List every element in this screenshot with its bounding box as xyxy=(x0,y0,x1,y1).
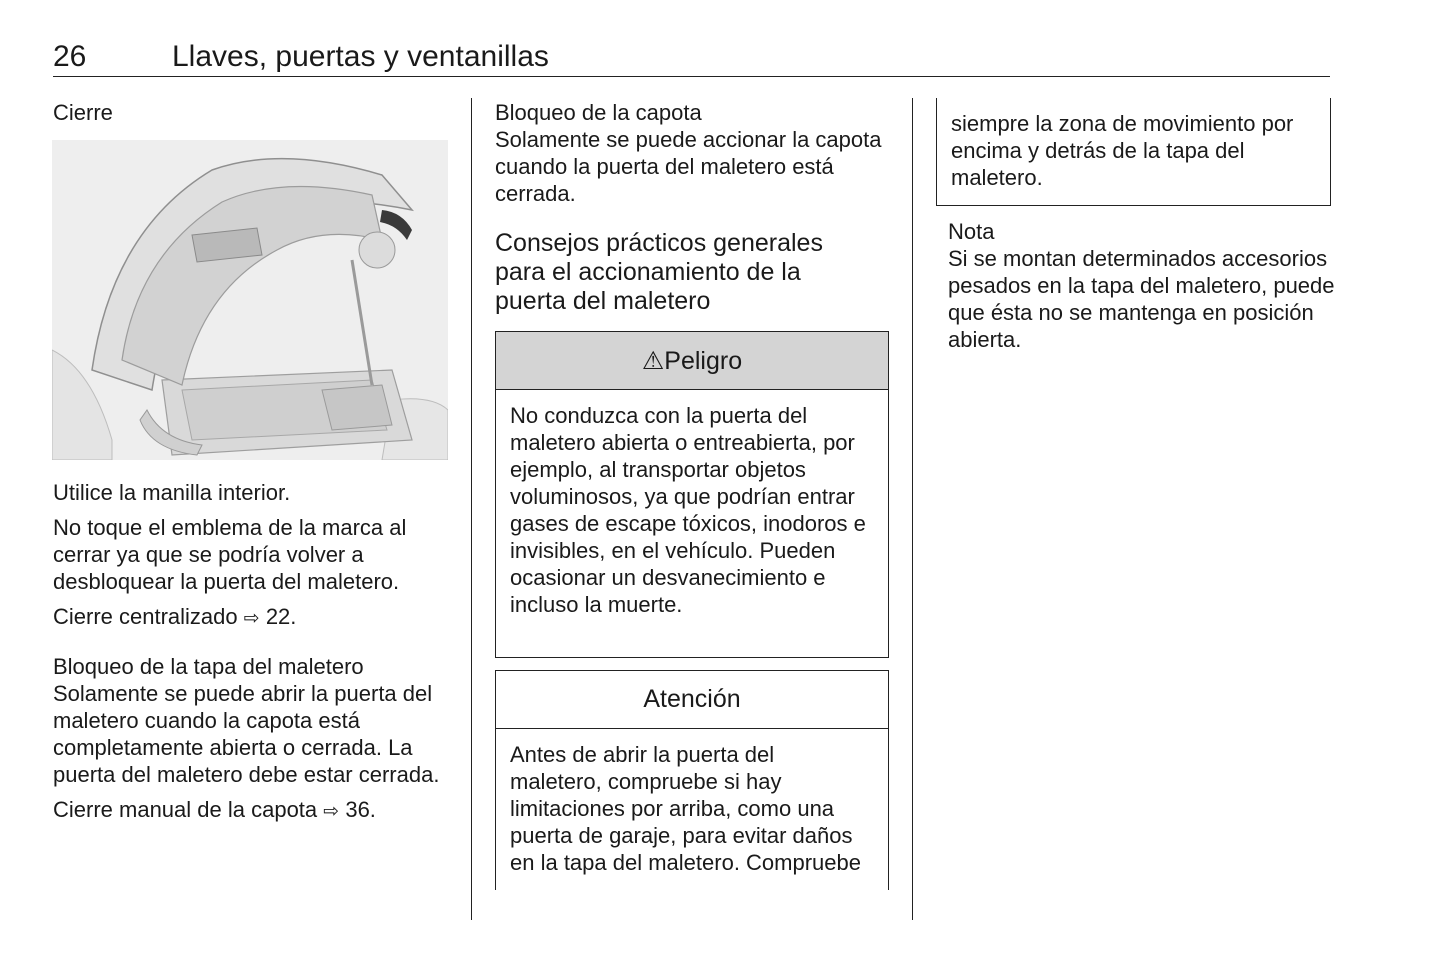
paragraph-emblem-warning: No toque el emblema de la marca al cerrar ya que se podría volver a desbloquear la puerta del maletero. xyxy=(53,515,407,594)
caution-text: Antes de abrir la puerta del maletero, compruebe si hay limitaciones por arriba, como una puerta de garaje, para evitar daños en la tapa del maletero. Compruebe xyxy=(510,742,861,875)
trunk-illustration-drawing xyxy=(52,140,448,460)
section-heading-cierre: Cierre xyxy=(53,100,113,125)
subheading-trunk-lid-lock: Bloqueo de la tapa del maletero xyxy=(53,654,364,679)
section-title-tips: Consejos prácticos generales para el accionamiento de la puerta del maletero xyxy=(495,229,823,315)
warning-triangle-icon: ⚠ xyxy=(641,346,665,375)
page-reference-number[interactable]: 22. xyxy=(265,604,297,629)
page-reference-arrow-icon: ⇨ xyxy=(243,607,260,629)
header-divider xyxy=(53,76,1330,77)
caution-box-continued xyxy=(936,98,1331,206)
caution-text-continued: siempre la zona de movimiento por encima y detrás de la tapa del maletero. xyxy=(951,111,1294,190)
trunk-illustration xyxy=(52,140,448,460)
column-divider-1 xyxy=(471,98,472,920)
caution-box xyxy=(495,670,889,890)
cross-reference-central-locking xyxy=(53,603,453,632)
paragraph-interior-handle: Utilice la manilla interior. xyxy=(53,480,291,505)
subheading-roof-lock: Bloqueo de la capota xyxy=(495,100,702,125)
page-title: Llaves, puertas y ventanillas xyxy=(172,40,549,73)
cross-reference-label: Cierre manual de la capota xyxy=(53,797,318,822)
caution-title: Atención xyxy=(496,671,888,729)
paragraph-roof-lock: Solamente se puede accionar la capota cuando la puerta del maletero está cerrada. xyxy=(495,127,882,206)
note-text: Si se montan determinados accesorios pesados en la tapa del maletero, puede que ésta no se mantenga en posición abierta. xyxy=(948,246,1335,352)
paragraph-trunk-lid-lock: Solamente se puede abrir la puerta del maletero cuando la capota está completamente abierta o cerrada. La puerta del maletero debe estar cerrada. xyxy=(53,681,440,787)
note-title: Nota xyxy=(948,219,995,244)
danger-header xyxy=(496,332,888,390)
danger-text: No conduzca con la puerta del maletero abierta o entreabierta, por ejemplo, al transportar objetos voluminosos, ya que podrían entrar gases de escape tóxicos, inodoros e invisibles, en el vehículo. Pueden ocasionar un desvanecimiento e incluso la muerte. xyxy=(510,403,866,617)
column-divider-2 xyxy=(912,98,913,920)
danger-box xyxy=(495,331,889,658)
cross-reference-manual-roof xyxy=(53,796,453,825)
page-reference-arrow-icon: ⇨ xyxy=(323,800,340,822)
page-number: 26 xyxy=(53,40,87,73)
danger-title: Peligro xyxy=(664,347,743,375)
cross-reference-label: Cierre centralizado xyxy=(53,604,238,629)
page-reference-number[interactable]: 36. xyxy=(345,797,376,822)
